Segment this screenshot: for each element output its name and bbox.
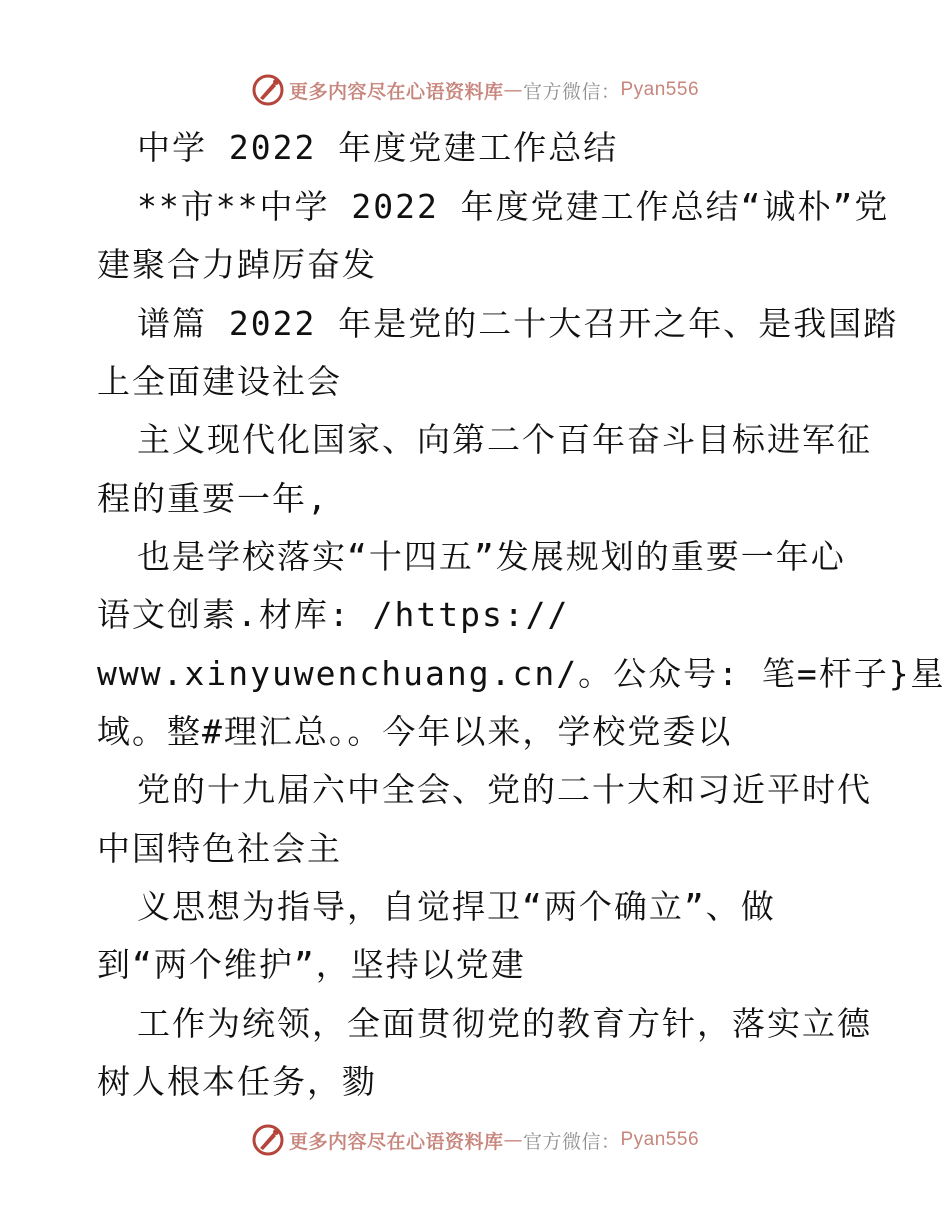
- text-line: 程的重要一年,: [97, 479, 329, 518]
- header-watermark-banner: [0, 70, 950, 110]
- text-line: www.xinyuwenchuang.cn/。公众号: 笔=杆子}星: [97, 654, 946, 693]
- banner-dash: —: [503, 1129, 523, 1151]
- banner-main-text: 更多内容尽在心语资料库: [288, 1130, 504, 1153]
- banner-wechat-label: 官方微信：: [522, 80, 621, 103]
- banner-wechat-id: Pyan556: [620, 79, 700, 100]
- text-line: 也是学校落实“十四五”发展规划的重要一年心: [137, 537, 846, 576]
- text-line: 党的十九届六中全会、党的二十大和习近平时代: [137, 770, 872, 809]
- text-line: 建聚合力踔厉奋发: [97, 245, 377, 284]
- footer-watermark-banner: [0, 1120, 950, 1160]
- text-line: 上全面建设社会: [97, 362, 342, 401]
- banner-wechat-id: Pyan556: [620, 1129, 700, 1150]
- text-line: 中国特色社会主: [97, 829, 342, 868]
- banner-wechat-label: 官方微信：: [522, 1130, 621, 1153]
- text-line: 树人根本任务，勠: [97, 1062, 377, 1101]
- text-line: 工作为统领，全面贯彻党的教育方针，落实立德: [137, 1004, 872, 1043]
- text-line: 谱篇 2022 年是党的二十大召开之年、是我国踏: [137, 304, 899, 343]
- pen-circle-logo-icon: [251, 1123, 285, 1157]
- banner-main-text: 更多内容尽在心语资料库: [288, 80, 504, 103]
- text-line: 义思想为指导，自觉捍卫“两个确立”、做: [137, 887, 776, 926]
- banner-dash: —: [503, 79, 523, 101]
- text-line: 到“两个维护”，坚持以党建: [97, 945, 526, 984]
- pen-circle-logo-icon: [251, 73, 285, 107]
- text-line: **市**中学 2022 年度党建工作总结“诚朴”党: [137, 187, 890, 226]
- doc-title-line: 中学 2022 年度党建工作总结: [137, 128, 619, 167]
- text-line: 域。整#理汇总。。今年以来，学校党委以: [97, 712, 733, 751]
- text-line: 主义现代化国家、向第二个百年奋斗目标进军征: [137, 420, 872, 459]
- text-line: 语文创素.材库: /https://: [97, 595, 570, 634]
